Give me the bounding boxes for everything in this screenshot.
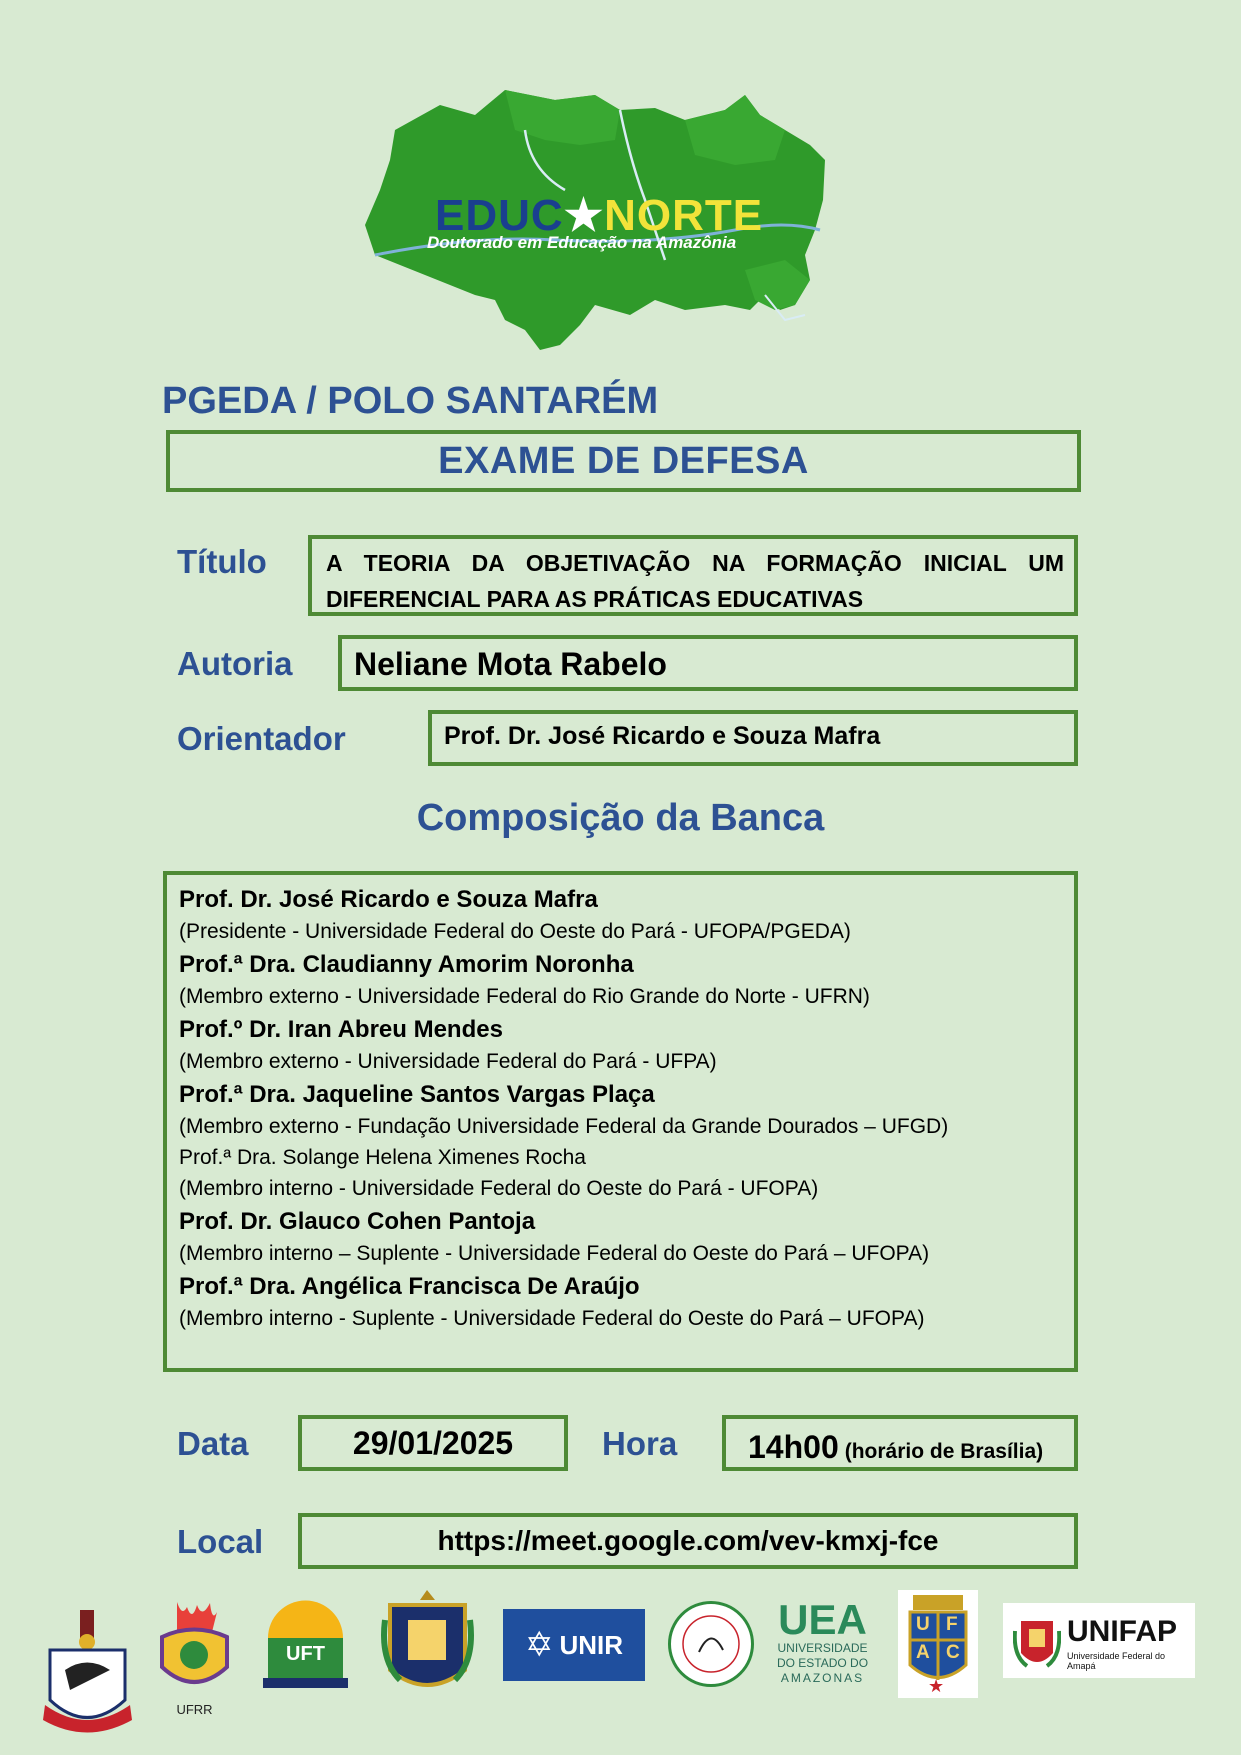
uft-label: UFT [286,1643,325,1665]
banca-member [179,883,1062,948]
ufpa-logo [40,1610,135,1740]
hora-box [722,1415,1078,1471]
educ-norte-logo [355,70,875,360]
data-value: 29/01/2025 [298,1415,568,1471]
banca-member [179,1013,1062,1078]
member-role: (Membro interno – Suplente - Universidade Federal do Oeste do Pará – UFOPA) [179,1242,930,1265]
round-seal-logo [668,1601,754,1687]
member-role: (Presidente - Universidade Federal do Oeste do Pará - UFOPA/PGEDA) [179,920,851,943]
ufac-letter-c: C [946,1642,960,1663]
hora-label: Hora [602,1425,678,1462]
member-role: (Membro interno - Universidade Federal do Oeste do Pará - UFOPA) [179,1177,819,1200]
event-title: EXAME DE DEFESA [438,439,809,482]
member-role: (Membro externo - Fundação Universidade Federal da Grande Dourados – UFGD) [179,1115,949,1138]
hora-value: 14h00 [748,1429,839,1465]
logo-subtitle: Doutorado em Educação na Amazônia [427,233,737,252]
hora-note: (horário de Brasília) [844,1440,1044,1463]
partner-logos [0,1585,1241,1745]
member-name: Prof.ª Dra. Angélica Francisca De Araújo [179,1273,640,1300]
ufrr-label: UFRR [176,1702,213,1717]
orientador-value: Prof. Dr. José Ricardo e Souza Mafra [428,710,1078,766]
event-title-box [166,430,1081,492]
uea-line-1: UNIVERSIDADE [777,1641,868,1655]
ufac-letter-a: A [916,1642,930,1663]
member-name: Prof. Dr. José Ricardo e Souza Mafra [179,886,598,913]
banca-member [179,1078,1062,1143]
banca-member [179,1205,1062,1270]
banca-title: Composição da Banca [416,797,825,839]
ufac-logo [898,1590,978,1698]
uft-logo [258,1593,353,1693]
uea-acronym: UEA [778,1596,867,1643]
orientador-label: Orientador [177,720,346,757]
member-name: Prof.ª Dra. Jaqueline Santos Vargas Plaça [179,1081,655,1108]
unir-label: UNIR [559,1629,624,1660]
ufac-letter-u: U [916,1614,930,1635]
ufopa-crest-icon [380,1590,475,1695]
program-heading: PGEDA / POLO SANTARÉM [162,380,659,422]
member-name: Prof. Dr. Glauco Cohen Pantoja [179,1208,536,1235]
uea-logo [775,1596,870,1694]
unifap-crest-icon [1013,1611,1061,1671]
member-name: Prof.ª Dra. Solange Helena Ximenes Rocha [179,1146,586,1169]
ufrr-crest-icon [152,1597,237,1697]
local-label: Local [177,1523,264,1560]
unifap-acronym: UNIFAP [1067,1615,1178,1648]
logo-brand-right: NORTE [604,191,764,240]
star-icon: ★ [563,191,605,240]
member-name: Prof.º Dr. Iran Abreu Mendes [179,1016,503,1043]
ufopa-logo [380,1590,475,1695]
banca-member [179,1143,1062,1205]
member-role: (Membro interno - Suplente - Universidade Federal do Oeste do Pará – UFOPA) [179,1307,925,1330]
titulo-label: Título [177,543,267,580]
member-name: Prof.ª Dra. Claudianny Amorim Noronha [179,951,634,978]
meeting-link[interactable]: https://meet.google.com/vev-kmxj-fce [298,1513,1078,1569]
unir-star-icon: ✡ [524,1626,554,1664]
seal-icon [671,1604,751,1684]
uea-line-3: AMAZONAS [780,1671,865,1685]
ufrr-logo [152,1597,237,1722]
ufpa-crest-icon [40,1610,135,1740]
banca-list [163,871,1078,1372]
red-star-icon: ★ [928,1676,945,1696]
ufac-letter-f: F [946,1614,958,1635]
banca-member [179,1270,1062,1335]
banca-member [179,948,1062,1013]
unir-logo [503,1609,645,1681]
titulo-value: A TEORIA DA OBJETIVAÇÃO NA FORMAÇÃO INICIAL UM DIFERENCIAL PARA AS PRÁTICAS EDUCATIVAS [308,535,1078,616]
unifap-subtitle: Universidade Federal do Amapá [1067,1651,1166,1671]
autoria-value: Neliane Mota Rabelo [338,635,1078,691]
unifap-logo [1003,1603,1195,1678]
member-role: (Membro externo - Universidade Federal do Pará - UFPA) [179,1050,717,1073]
autoria-label: Autoria [177,645,293,682]
uea-line-2: DO ESTADO DO [776,1656,869,1670]
data-label: Data [177,1425,249,1462]
logo-brand-left: EDUC [435,191,564,240]
member-role: (Membro externo - Universidade Federal do Rio Grande do Norte - UFRN) [179,985,870,1008]
